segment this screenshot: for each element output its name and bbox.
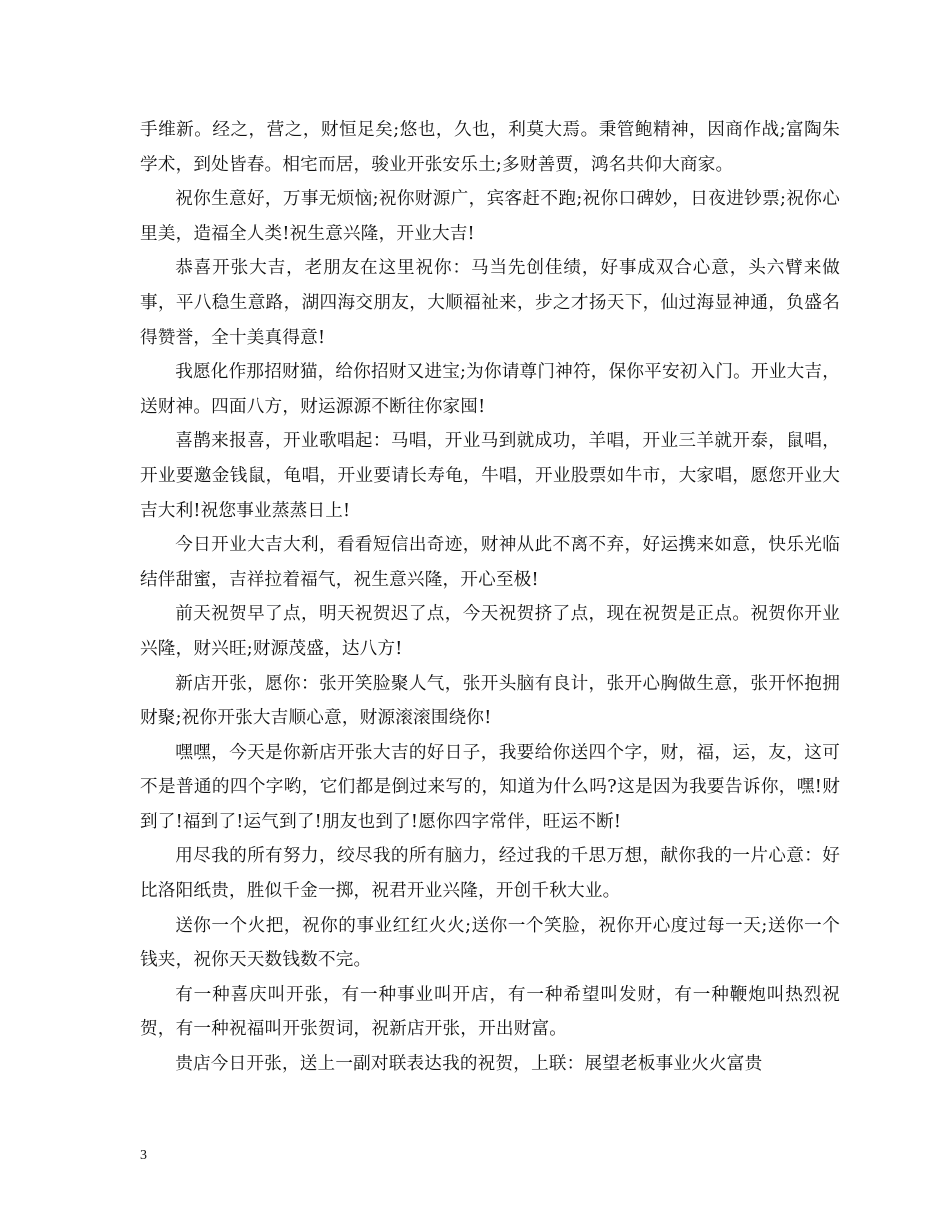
paragraph: 手维新。经之，营之，财恒足矣;悠也，久也，利莫大焉。秉管鲍精神，因商作战;富陶朱学术，到处皆春。相宅而居，骏业开张安乐土;多财善贾，鸿名共仰大商家。 [140, 120, 840, 175]
paragraph: 用尽我的所有努力，绞尽我的所有脑力，经过我的千思万想，献你我的一片心意：好比洛阳纸贵，胜似千金一掷，祝君开业兴隆，开创千秋大业。 [140, 846, 840, 902]
paragraph: 我愿化作那招财猫，给你招财又进宝;为你请尊门神符，保你平安初入门。开业大吉，送财神。四面八方，财运源源不断往你家囤! [140, 362, 840, 417]
paragraph: 送你一个火把，祝你的事业红红火火;送你一个笑脸，祝你开心度过每一天;送你一个钱夹，祝你天天数钱数不完。 [140, 915, 840, 971]
paragraph: 前天祝贺早了点，明天祝贺迟了点，今天祝贺挤了点，现在祝贺是正点。祝贺你开业兴隆，财兴旺;财源茂盛，达八方! [140, 604, 840, 659]
paragraph: 喜鹊来报喜，开业歌唱起：马唱，开业马到就成功，羊唱，开业三羊就开泰，鼠唱，开业要邀金钱鼠，龟唱，开业要请长寿龟，牛唱，开业股票如牛市，大家唱，愿您开业大吉大利!祝您事业蒸蒸日上! [140, 431, 840, 521]
document-body [140, 113, 840, 1082]
paragraph: 今日开业大吉大利，看看短信出奇迹，财神从此不离不弃，好运携来如意，快乐光临结伴甜蜜，吉祥拉着福气，祝生意兴隆，开心至极! [140, 535, 840, 590]
paragraph: 新店开张，愿你：张开笑脸聚人气，张开头脑有良计，张开心胸做生意，张开怀抱拥财聚;祝你开张大吉顺心意，财源滚滚围绕你! [140, 673, 840, 729]
paragraph: 有一种喜庆叫开张，有一种事业叫开店，有一种希望叫发财，有一种鞭炮叫热烈祝贺，有一种祝福叫开张贺词，祝新店开张，开出财富。 [140, 984, 840, 1040]
page-number: 3 [140, 1148, 147, 1163]
paragraph: 贵店今日开张，送上一副对联表达我的祝贺，上联：展望老板事业火火富贵 [175, 1054, 763, 1075]
paragraph: 祝你生意好，万事无烦恼;祝你财源广，宾客赶不跑;祝你口碑妙，日夜进钞票;祝你心里美，造福全人类!祝生意兴隆，开业大吉! [140, 189, 840, 244]
paragraph: 嘿嘿，今天是你新店开张大吉的好日子，我要给你送四个字，财，福，运，友，这可不是普通的四个字哟，它们都是倒过来写的，知道为什么吗?这是因为我要告诉你，嘿!财到了!福到了!运气到了!朋友也到了!愿你四字常伴，旺运不断! [140, 742, 840, 832]
paragraph: 恭喜开张大吉，老朋友在这里祝你：马当先创佳绩，好事成双合心意，头六臂来做事，平八稳生意路，湖四海交朋友，大顺福祉来，步之才扬天下，仙过海显神通，负盛名得赞誉，全十美真得意! [140, 258, 840, 348]
